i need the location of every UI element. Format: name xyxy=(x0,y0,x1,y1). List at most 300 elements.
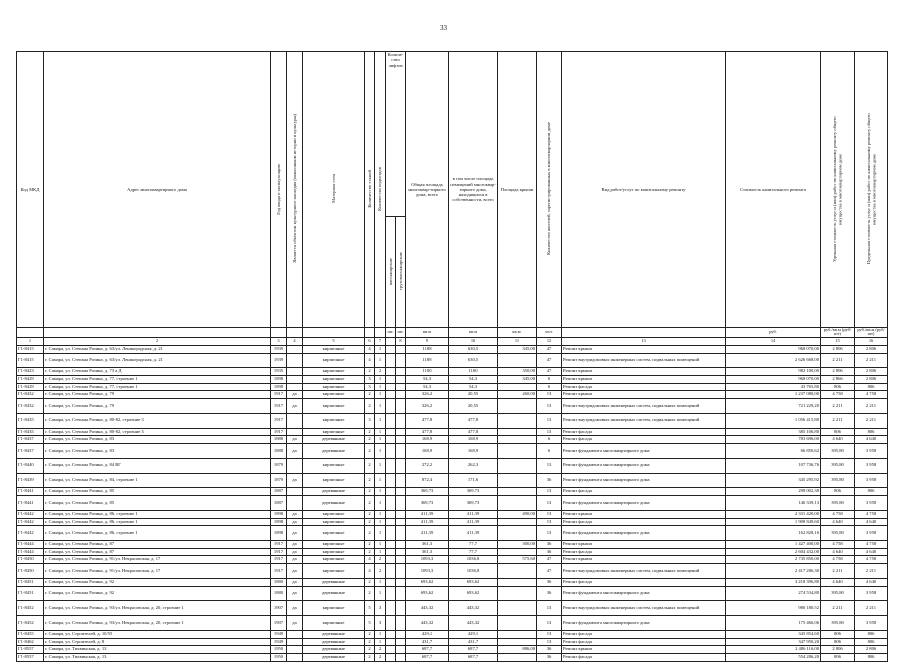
table-cell: г. Самара, ул. Степана Разина, д. 84, строение 1 xyxy=(44,473,271,488)
table-cell: деревянные xyxy=(303,578,365,586)
table-cell: 2 xyxy=(375,654,386,662)
table-cell: 1 xyxy=(375,488,386,496)
table-cell: г. Самара, ул. Степана Разина, д. 86, строение 1 xyxy=(44,510,271,518)
table-cell: кирпичные xyxy=(303,368,365,376)
table-cell: 1898 xyxy=(271,510,287,518)
table-cell: Ремонт крыши xyxy=(562,375,726,383)
table-cell: 162 828,16 xyxy=(726,526,821,541)
table-cell: г. Самара, ул. Степана Разина, д. 85 xyxy=(44,496,271,511)
table-cell: 1 xyxy=(375,510,386,518)
table-row xyxy=(17,548,888,556)
table-cell: г. Самара, ул. Строителей, д. 8 xyxy=(44,638,271,646)
table-cell: 1935 xyxy=(271,368,287,376)
table-cell: г. Самара, ул. Степана Разина, д. 80-82, строение 3 xyxy=(44,428,271,436)
table-row xyxy=(17,578,888,586)
table-cell xyxy=(396,375,406,383)
table-cell: 1036,8 xyxy=(449,564,498,579)
table-cell xyxy=(396,601,406,616)
table-cell: да xyxy=(287,399,303,414)
table-cell: 4 758 xyxy=(855,541,888,549)
table-cell: деревянные xyxy=(303,488,365,496)
table-cell: 2 211 xyxy=(855,564,888,579)
table-cell xyxy=(396,436,406,444)
table-cell xyxy=(498,428,537,436)
table-cell: 806 xyxy=(855,638,888,646)
table-cell: 886,00 xyxy=(498,646,537,654)
column-number-cell: 16 xyxy=(855,337,888,345)
table-cell: 2 806 xyxy=(855,375,888,383)
table-cell: 77,7 xyxy=(449,548,498,556)
table-cell xyxy=(498,638,537,646)
table-cell: 443,32 xyxy=(449,616,498,631)
table-cell: 1188 xyxy=(406,345,449,353)
table-cell xyxy=(396,383,406,391)
table-cell: г. Самара, ул. Степана Разина, д. 79 xyxy=(44,399,271,414)
header-lifts-passenger: пассажирские xyxy=(387,257,393,286)
table-row xyxy=(17,654,888,662)
table-cell: кирпичные xyxy=(303,526,365,541)
table-cell: 2 xyxy=(365,541,375,549)
table-cell xyxy=(386,601,396,616)
table-cell: да xyxy=(287,601,303,616)
table-cell: г. Самара, ул. Степана Разина, д. 92 xyxy=(44,586,271,601)
table-cell xyxy=(386,526,396,541)
table-cell xyxy=(386,436,396,444)
table-cell xyxy=(498,578,537,586)
table-cell: 66 850,62 xyxy=(726,444,821,459)
table-cell: 3 xyxy=(375,601,386,616)
table-cell xyxy=(396,428,406,436)
table-cell: 47 xyxy=(537,368,562,376)
table-cell: 36 xyxy=(537,578,562,586)
page-number: 33 xyxy=(440,24,447,32)
table-cell: 693,62 xyxy=(406,586,449,601)
table-cell: Г1-8452 xyxy=(17,601,44,616)
table-cell: 1917 xyxy=(271,556,287,564)
table-cell xyxy=(386,518,396,526)
table-row xyxy=(17,458,888,473)
table-cell: Г1-8432 xyxy=(17,391,44,399)
table-cell: 1 xyxy=(375,436,386,444)
table-cell: 4 640 xyxy=(821,436,855,444)
column-number-cell: 2 xyxy=(44,337,271,345)
table-cell: 1888 xyxy=(271,436,287,444)
table-cell: 872,4 xyxy=(406,473,449,488)
table-cell: 47 xyxy=(537,556,562,564)
table-cell: 3 958 xyxy=(855,526,888,541)
table-cell: 1 xyxy=(375,413,386,428)
table-row xyxy=(17,444,888,459)
table-cell: 168,9 xyxy=(449,436,498,444)
table-cell: 395,80 xyxy=(821,616,855,631)
table-cell: 721 229,20 xyxy=(726,399,821,414)
table-cell xyxy=(396,518,406,526)
table-cell: Ремонт фасада xyxy=(562,638,726,646)
table-cell: Г1-8415 xyxy=(17,345,44,353)
unit-cell: кв.м xyxy=(449,328,498,338)
table-cell: 1898 xyxy=(271,518,287,526)
table-cell: 477,8 xyxy=(449,413,498,428)
table-cell: да xyxy=(287,473,303,488)
table-cell: 2 xyxy=(365,368,375,376)
table-cell: 2 211 xyxy=(821,601,855,616)
unit-cell xyxy=(375,328,386,338)
header-code: Код МКД xyxy=(17,52,44,328)
table-cell: Г1-8450 xyxy=(17,564,44,579)
table-row xyxy=(17,556,888,564)
table-cell: 980 180,52 xyxy=(726,601,821,616)
table-row xyxy=(17,488,888,496)
table-row xyxy=(17,638,888,646)
table-cell: 1917 xyxy=(271,399,287,414)
column-numbers-row xyxy=(17,337,888,345)
unit-cell xyxy=(271,328,287,338)
table-cell: 395,80 xyxy=(821,496,855,511)
table-cell: г. Самара, ул. Степана Разина, д. 87 xyxy=(44,548,271,556)
header-residents: Количество жителей, зарегистрированных в многоквартирном доме xyxy=(546,122,552,256)
table-cell: кирпичные xyxy=(303,383,365,391)
table-cell: Ремонт фасада xyxy=(562,383,726,391)
table-cell: 2 xyxy=(375,556,386,564)
table-cell: 2 xyxy=(375,564,386,579)
table-cell xyxy=(498,399,537,414)
table-cell: 2 xyxy=(365,631,375,639)
table-cell: 3 xyxy=(375,616,386,631)
table-cell: да xyxy=(287,578,303,586)
table-cell: 411,39 xyxy=(449,518,498,526)
table-cell: 5 xyxy=(365,601,375,616)
table-cell: 47 xyxy=(537,353,562,368)
table-cell xyxy=(396,556,406,564)
table-cell: г. Самара, ул. Степана Разина, д. 63/ул. Ленинградская, д. 21 xyxy=(44,353,271,368)
table-cell: 1950 xyxy=(271,654,287,662)
header-year: Год ввода в эксплуатацию xyxy=(275,163,281,215)
table-cell: 1939 xyxy=(271,345,287,353)
table-cell xyxy=(386,444,396,459)
table-cell: 693,62 xyxy=(406,578,449,586)
table-cell: 2 735 850,00 xyxy=(726,556,821,564)
table-cell: 429,1 xyxy=(449,631,498,639)
table-cell: 1100 xyxy=(406,368,449,376)
table-cell: 4 640 xyxy=(855,548,888,556)
table-cell xyxy=(498,548,537,556)
table-cell: Г1-8450 xyxy=(17,556,44,564)
header-walls: Материал стен xyxy=(330,174,336,204)
table-row xyxy=(17,616,888,631)
table-cell: 2 xyxy=(365,586,375,601)
table-cell xyxy=(396,631,406,639)
column-number-cell: 7 xyxy=(375,337,386,345)
table-cell: 13 xyxy=(537,526,562,541)
table-cell: 2 xyxy=(365,458,375,473)
table-cell: 1917 xyxy=(271,391,287,399)
table-cell: 5 xyxy=(365,616,375,631)
column-number-cell: 3 xyxy=(271,337,287,345)
table-cell: 345,00 xyxy=(498,375,537,383)
table-cell: да xyxy=(287,548,303,556)
table-cell: 2 xyxy=(365,436,375,444)
table-cell: 2 211 xyxy=(855,353,888,368)
table-cell xyxy=(498,444,537,459)
table-cell: 347 950,20 xyxy=(726,638,821,646)
table-cell: 806 xyxy=(821,383,855,391)
table-cell: 3 xyxy=(365,375,375,383)
table-cell: 36 xyxy=(537,473,562,488)
table-cell: 1 xyxy=(375,548,386,556)
header-floors: Количество этажей xyxy=(366,170,372,208)
unit-cell xyxy=(365,328,375,338)
table-cell: 4 758 xyxy=(821,510,855,518)
table-cell: Г1-8429 xyxy=(17,375,44,383)
table-cell xyxy=(287,345,303,353)
table-cell: Ремонт фундамента многоквартирного дома xyxy=(562,496,726,511)
table-cell: г. Самара, ул. Степана Разина, д. 63/ул. Ленинградская, д. 21 xyxy=(44,345,271,353)
table-cell xyxy=(396,564,406,579)
table-cell: 13 xyxy=(537,458,562,473)
table-row xyxy=(17,428,888,436)
table-cell: Ремонт крыши xyxy=(562,510,726,518)
table-cell: Ремонт фасада xyxy=(562,578,726,586)
table-cell: Ремонт фасада xyxy=(562,428,726,436)
table-cell: 806 xyxy=(821,428,855,436)
table-cell: кирпичные xyxy=(303,413,365,428)
table-cell xyxy=(498,473,537,488)
table-cell: 1917 xyxy=(271,564,287,579)
table-cell: 3 958 xyxy=(855,444,888,459)
table-cell: 1 xyxy=(375,631,386,639)
table-cell: 2 806 xyxy=(855,345,888,353)
table-cell: 77,7 xyxy=(449,541,498,549)
table-cell: 2 xyxy=(365,526,375,541)
table-row xyxy=(17,601,888,616)
table-cell: г. Самара, ул. Строителей, д. 10/55 xyxy=(44,631,271,639)
table-row xyxy=(17,518,888,526)
table-cell: 3 218 396,80 xyxy=(726,578,821,586)
table-cell xyxy=(386,391,396,399)
table-cell: 1100 xyxy=(449,368,498,376)
table-cell xyxy=(386,488,396,496)
table-cell: 54,3 xyxy=(406,383,449,391)
table-cell xyxy=(498,353,537,368)
table-cell: 1907 xyxy=(271,616,287,631)
table-cell: 2 211 xyxy=(821,399,855,414)
table-cell: 2 211 xyxy=(821,413,855,428)
table-cell: 806 xyxy=(855,428,888,436)
table-cell xyxy=(498,458,537,473)
table-cell: кирпичные xyxy=(303,428,365,436)
table-cell: 1 xyxy=(375,518,386,526)
header-work-type: Вид работ/услуг по капитальному ремонту xyxy=(562,52,726,328)
column-number-cell xyxy=(386,337,396,345)
table-cell: Ремонт крыши xyxy=(562,541,726,549)
column-number-cell: 1 xyxy=(17,337,44,345)
header-roof-area: Площадь крыши xyxy=(498,52,537,328)
table-cell xyxy=(386,458,396,473)
table-cell: 36 xyxy=(537,654,562,662)
table-cell: деревянные xyxy=(303,631,365,639)
table-cell: Г1-8429 xyxy=(17,383,44,391)
table-cell: 2 211 xyxy=(855,399,888,414)
table-cell: Г1-8423 xyxy=(17,368,44,376)
header-entrances: Количество подъездов xyxy=(377,166,383,211)
table-cell: г. Самара, ул. Тихвинская, д. 13 xyxy=(44,646,271,654)
table-cell xyxy=(386,345,396,353)
table-cell: 2 211 xyxy=(821,564,855,579)
table-cell: 431,7 xyxy=(449,638,498,646)
table-cell: 1 xyxy=(375,526,386,541)
column-number-cell: 13 xyxy=(562,337,726,345)
table-cell: 693,62 xyxy=(449,578,498,586)
table-cell: 1 427 400,00 xyxy=(726,541,821,549)
table-cell: Г1-8444 xyxy=(17,541,44,549)
table-cell: 13 xyxy=(537,428,562,436)
table-cell: 1 xyxy=(375,383,386,391)
table-cell: кирпичные xyxy=(303,375,365,383)
table-cell: 2 806 xyxy=(855,368,888,376)
table-cell: кирпичные xyxy=(303,556,365,564)
header-lifts: Количе-ство лифтов xyxy=(386,52,406,217)
header-lifts-cargo: грузопассажирские xyxy=(397,252,403,291)
table-cell xyxy=(386,638,396,646)
table-cell: Г1-8432 xyxy=(17,399,44,414)
table-cell: 1898 xyxy=(271,383,287,391)
table-cell xyxy=(396,399,406,414)
unit-cell xyxy=(303,328,365,338)
table-cell: Ремонт фундамента многоквартирного дома xyxy=(562,458,726,473)
table-cell: 1 908 849,60 xyxy=(726,518,821,526)
table-cell: 369,73 xyxy=(449,488,498,496)
unit-cell: руб. xyxy=(726,328,821,338)
table-cell: Г1-8462 xyxy=(17,638,44,646)
unit-cell: шт. xyxy=(386,328,396,338)
header-heritage: Является объектом культурного наследия (памятником истории и культуры) xyxy=(291,114,297,264)
table-cell: 4 758 xyxy=(855,391,888,399)
table-cell: Ремонт фундамента многоквартирного дома xyxy=(562,444,726,459)
table-cell: г. Самара, ул. Степана Разина, д. 93/ул. Некрасовская, д. 20, строение 1 xyxy=(44,616,271,631)
table-cell: Ремонт фасада xyxy=(562,488,726,496)
column-number-cell: 12 xyxy=(537,337,562,345)
table-cell: 1950 xyxy=(271,646,287,654)
table-cell: деревянные xyxy=(303,444,365,459)
table-cell: 168,9 xyxy=(406,444,449,459)
table-cell: 36 xyxy=(537,541,562,549)
table-row xyxy=(17,413,888,428)
table-cell xyxy=(287,383,303,391)
table-cell: Г1-8455 xyxy=(17,631,44,639)
table-cell: 1880 xyxy=(271,586,287,601)
table-cell: 1 xyxy=(375,496,386,511)
table-cell: 1 xyxy=(375,638,386,646)
table-cell xyxy=(386,368,396,376)
table-cell: 1898 xyxy=(271,375,287,383)
table-cell xyxy=(498,436,537,444)
table-cell: 1887 xyxy=(271,496,287,511)
table-cell: 1949 xyxy=(271,638,287,646)
table-cell: 4 640 xyxy=(821,548,855,556)
table-cell: 4 640 xyxy=(855,578,888,586)
unit-cell: шт. xyxy=(396,328,406,338)
table-cell xyxy=(386,383,396,391)
table-cell: Г1-8439 xyxy=(17,473,44,488)
table-cell: г. Самара, ул. Тихвинская, д. 13 xyxy=(44,654,271,662)
table-cell: 54,3 xyxy=(449,383,498,391)
table-cell: г. Самара, ул. Степана Разина, д. 86, строение 1 xyxy=(44,518,271,526)
column-number-cell: 11 xyxy=(498,337,537,345)
table-cell: г. Самара, ул. Степана Разина, д. 93/ул. Некрасовская, д. 20, строение 1 xyxy=(44,601,271,616)
table-cell: 1917 xyxy=(271,541,287,549)
column-number-cell: 14 xyxy=(726,337,821,345)
table-cell: 687,7 xyxy=(406,646,449,654)
table-cell: 490,00 xyxy=(498,510,537,518)
table-cell: 260,00 xyxy=(498,391,537,399)
table-cell: 968 070,00 xyxy=(726,345,821,353)
table-cell xyxy=(498,616,537,631)
table-cell: 2 xyxy=(365,638,375,646)
table-cell xyxy=(396,353,406,368)
table-cell: 395,80 xyxy=(821,473,855,488)
table-cell: г. Самара, ул. Степана Разина, д. 83 xyxy=(44,436,271,444)
table-cell: 395,80 xyxy=(821,444,855,459)
table-cell: 13 xyxy=(537,601,562,616)
table-cell xyxy=(287,631,303,639)
table-cell: Г1-8440 xyxy=(17,458,44,473)
table-cell xyxy=(386,548,396,556)
table-cell: 4 xyxy=(365,353,375,368)
table-row xyxy=(17,586,888,601)
table-cell: 13 xyxy=(537,518,562,526)
table-row xyxy=(17,496,888,511)
table-cell xyxy=(498,601,537,616)
table-cell: 369,73 xyxy=(406,496,449,511)
table-cell: г. Самара, ул. Степана Разина, д. 86, строение 1 xyxy=(44,526,271,541)
table-cell: 47 xyxy=(537,564,562,579)
table-cell: да xyxy=(287,586,303,601)
table-cell: кирпичные xyxy=(303,548,365,556)
table-cell: да xyxy=(287,564,303,579)
table-cell: 3 xyxy=(365,383,375,391)
table-cell: 272,2 xyxy=(406,458,449,473)
table-cell: 1 237 080,00 xyxy=(726,391,821,399)
table-cell: 1 xyxy=(375,375,386,383)
repair-program-table xyxy=(16,51,888,662)
table-cell: 395,80 xyxy=(821,458,855,473)
table-cell: да xyxy=(287,510,303,518)
table-cell: Ремонт фундамента многоквартирного дома xyxy=(562,586,726,601)
table-cell: 806 xyxy=(855,383,888,391)
table-row xyxy=(17,353,888,368)
table-cell: 54,3 xyxy=(406,375,449,383)
table-cell xyxy=(396,510,406,518)
table-cell: 345 854,60 xyxy=(726,631,821,639)
table-cell xyxy=(386,586,396,601)
table-cell: 2 xyxy=(365,646,375,654)
table-cell xyxy=(386,616,396,631)
table-cell xyxy=(498,383,537,391)
table-cell: 1898 xyxy=(271,526,287,541)
table-cell: 2 806 xyxy=(821,646,855,654)
table-cell: 411,39 xyxy=(449,526,498,541)
table-cell: 13 xyxy=(537,399,562,414)
table-cell xyxy=(498,488,537,496)
table-cell: 1 xyxy=(375,391,386,399)
table-cell: 3 958 xyxy=(855,458,888,473)
table-cell: 1879 xyxy=(271,458,287,473)
table-cell xyxy=(396,488,406,496)
table-cell: 2 xyxy=(365,391,375,399)
table-cell: 630,5 xyxy=(449,353,498,368)
table-cell: 1 xyxy=(375,473,386,488)
unit-cell: руб./кв.м (руб/шт) xyxy=(821,328,855,338)
